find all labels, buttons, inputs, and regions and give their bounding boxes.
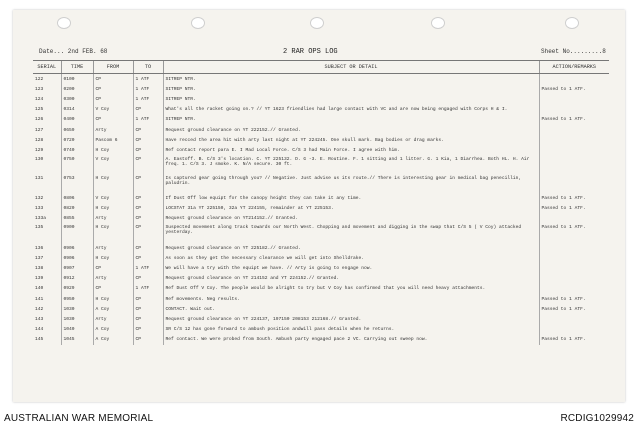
- detail-cell: Is captured gear going through you? // Negative. Just advise us its route.// There is interesting gear in medical bag penecillin, paludrin.: [163, 175, 539, 194]
- detail-cell: Ref Dust Off V Coy. The people would be alright to try but V Coy has confirmed that you will need heavy attachments.: [163, 284, 539, 294]
- table-row: [33, 304, 609, 314]
- detail-cell: LOCSTAT 31a YT 225150, 32a YT 224155, remainder at YT 225153.: [163, 204, 539, 214]
- from-cell: H Coy: [93, 253, 133, 263]
- time-cell: 0100: [61, 74, 93, 85]
- from-cell: V Coy: [93, 156, 133, 175]
- table-row: [33, 194, 609, 204]
- from-cell: Arty: [93, 214, 133, 224]
- to-cell: CP: [133, 253, 163, 263]
- from-cell: CP: [93, 115, 133, 125]
- table-row: [33, 94, 609, 104]
- detail-cell: Suspected movement along track towards our North West. Chopping and movement and digging in the swap that C/S 5 ( V Coy) attacked yesterday.: [163, 224, 539, 243]
- detail-cell: As soon as they get the necessary clearance we will get into Shelldrake.: [163, 253, 539, 263]
- time-cell: 0900: [61, 224, 93, 243]
- detail-cell: Ref movements. Neg results.: [163, 294, 539, 304]
- detail-cell: SITREP NTR.: [163, 115, 539, 125]
- log-table-body: [33, 74, 609, 345]
- to-cell: 1 ATF: [133, 263, 163, 273]
- action-cell: Passed to 1 ATF.: [539, 335, 609, 345]
- action-cell: [539, 314, 609, 324]
- action-cell: [539, 135, 609, 145]
- from-cell: CP: [93, 74, 133, 85]
- sheet-number: Sheet No.........8: [541, 48, 606, 55]
- serial-cell: 131: [35, 175, 44, 181]
- action-cell: Passed to 1 ATF.: [539, 194, 609, 204]
- detail-cell: SITREP NTR.: [163, 74, 539, 85]
- from-cell: H Coy: [93, 204, 133, 214]
- serial-cell: 129: [35, 147, 44, 153]
- time-cell: 0806: [61, 194, 93, 204]
- detail-cell: If Dust Off low equipt for the canopy height they can take it any time.: [163, 194, 539, 204]
- from-cell: CP: [93, 284, 133, 294]
- serial-cell: 139: [35, 276, 44, 282]
- detail-cell: Ref contact report para E. I Mad Local Force. C/S 3 had Main Force. I agree with him.: [163, 145, 539, 155]
- time-cell: 0929: [61, 284, 93, 294]
- action-cell: Passed to 1 ATF.: [539, 224, 609, 243]
- detail-cell: CONTACT. Wait out.: [163, 304, 539, 314]
- from-cell: A Coy: [93, 325, 133, 335]
- to-cell: 1 ATF: [133, 284, 163, 294]
- log-title: 2 RAR OPS LOG: [283, 48, 338, 56]
- action-cell: Passed to 1 ATF.: [539, 294, 609, 304]
- to-cell: CP: [133, 214, 163, 224]
- serial-cell: 141: [35, 296, 44, 302]
- action-cell: Passed to 1 ATF.: [539, 204, 609, 214]
- serial-cell: 137: [35, 255, 44, 261]
- to-cell: CP: [133, 325, 163, 335]
- table-row: [33, 135, 609, 145]
- action-cell: [539, 94, 609, 104]
- table-row: [33, 284, 609, 294]
- column-header: TO: [133, 61, 163, 74]
- time-cell: 0907: [61, 263, 93, 273]
- time-cell: 0912: [61, 274, 93, 284]
- time-cell: 0740: [61, 145, 93, 155]
- to-cell: CP: [133, 314, 163, 324]
- serial-cell: 135: [35, 225, 44, 231]
- to-cell: 1 ATF: [133, 115, 163, 125]
- from-cell: A Coy: [93, 335, 133, 345]
- action-cell: [539, 274, 609, 284]
- serial-cell: 140: [35, 286, 44, 292]
- detail-cell: Request ground clearance on YT 214152 and YT 224152.// Granted.: [163, 274, 539, 284]
- table-row: [33, 105, 609, 115]
- to-cell: CP: [133, 175, 163, 194]
- time-cell: 0400: [61, 115, 93, 125]
- serial-cell: 130: [35, 156, 44, 162]
- column-header: FROM: [93, 61, 133, 74]
- from-cell: V Coy: [93, 105, 133, 115]
- serial-cell: 133a: [35, 216, 47, 222]
- from-cell: H Coy: [93, 224, 133, 243]
- from-cell: H Coy: [93, 294, 133, 304]
- from-cell: H Coy: [93, 145, 133, 155]
- to-cell: 1 ATF: [133, 74, 163, 85]
- action-cell: [539, 105, 609, 115]
- from-cell: CP: [93, 263, 133, 273]
- table-row: [33, 125, 609, 135]
- time-cell: 1030: [61, 304, 93, 314]
- table-row: [33, 335, 609, 345]
- detail-cell: We will have a try with the equipt we have. // Arty is going to engage now.: [163, 263, 539, 273]
- column-header: TIME: [61, 61, 93, 74]
- serial-cell: 128: [35, 137, 44, 143]
- detail-cell: Request ground clearance on YT214152.// Granted.: [163, 214, 539, 224]
- time-cell: 1045: [61, 335, 93, 345]
- punch-hole: [191, 17, 205, 29]
- detail-cell: Ref contact. We were probed from South. Ambush party engaged pace 2 VC. Carrying out sweep now.: [163, 335, 539, 345]
- time-cell: 0753: [61, 175, 93, 194]
- to-cell: CP: [133, 204, 163, 214]
- time-cell: 0906: [61, 243, 93, 253]
- serial-cell: 123: [35, 86, 44, 92]
- table-row: [33, 204, 609, 214]
- time-cell: 0300: [61, 94, 93, 104]
- to-cell: CP: [133, 156, 163, 175]
- action-cell: [539, 175, 609, 194]
- from-cell: Arty: [93, 314, 133, 324]
- time-cell: 0906: [61, 253, 93, 263]
- from-cell: Arty: [93, 125, 133, 135]
- time-cell: 1040: [61, 325, 93, 335]
- detail-cell: Have recced the area hit with arty last night at YT 224245. One skull mark. Bag bodies or drag marks.: [163, 135, 539, 145]
- to-cell: CP: [133, 145, 163, 155]
- from-cell: A Coy: [93, 304, 133, 314]
- log-sheet: [13, 10, 625, 402]
- serial-cell: 126: [35, 117, 44, 123]
- serial-cell: 132: [35, 196, 44, 202]
- action-cell: [539, 145, 609, 155]
- to-cell: CP: [133, 294, 163, 304]
- table-row: [33, 175, 609, 194]
- table-row: [33, 74, 609, 85]
- table-header-row: [33, 61, 609, 74]
- table-row: [33, 263, 609, 273]
- serial-cell: 143: [35, 316, 44, 322]
- to-cell: CP: [133, 125, 163, 135]
- action-cell: [539, 243, 609, 253]
- detail-cell: Request ground clearance on YT 225182.// Granted.: [163, 243, 539, 253]
- action-cell: [539, 284, 609, 294]
- time-cell: 0855: [61, 214, 93, 224]
- table-row: [33, 274, 609, 284]
- detail-cell: What's all the racket going on.? // YT 1623 friendlies had large contact with VC and are now being engaged with Corps H & I.: [163, 105, 539, 115]
- from-cell: V Coy: [93, 194, 133, 204]
- detail-cell: SR C/S 12 has gone forward to ambush position andwill pass details when he returns.: [163, 325, 539, 335]
- to-cell: CP: [133, 224, 163, 243]
- table-row: [33, 214, 609, 224]
- column-header: ACTION/REMARKS: [539, 61, 609, 74]
- table-row: [33, 84, 609, 94]
- to-cell: CP: [133, 105, 163, 115]
- serial-cell: 125: [35, 107, 44, 113]
- detail-cell: SITREP NTR.: [163, 94, 539, 104]
- column-header: SUBJECT OR DETAIL: [163, 61, 539, 74]
- to-cell: 1 ATF: [133, 94, 163, 104]
- serial-cell: 142: [35, 306, 44, 312]
- detail-cell: Request ground clearance on YT 222152.// Granted.: [163, 125, 539, 135]
- punch-hole: [565, 17, 579, 29]
- serial-cell: 127: [35, 127, 44, 133]
- detail-cell: A. Eastoff. B. C/S 3's location. C. YT 225132. D. G -3. E. Routine. F. 1 sitting and 1 litter. G. 1 Kia, 1 Diarrhea. Both HL. H. Air freq. 1. C/S 3. J smoke. K. N/A secure. 30 ft.: [163, 156, 539, 175]
- table-row: [33, 224, 609, 243]
- to-cell: CP: [133, 135, 163, 145]
- from-cell: CP: [93, 84, 133, 94]
- action-cell: [539, 125, 609, 135]
- punch-hole: [431, 17, 445, 29]
- to-cell: CP: [133, 335, 163, 345]
- to-cell: CP: [133, 194, 163, 204]
- serial-cell: 145: [35, 337, 44, 343]
- from-cell: H Coy: [93, 175, 133, 194]
- action-cell: [539, 74, 609, 85]
- serial-cell: 133: [35, 206, 44, 212]
- action-cell: [539, 325, 609, 335]
- action-cell: Passed to 1 ATF.: [539, 304, 609, 314]
- to-cell: CP: [133, 274, 163, 284]
- serial-cell: 144: [35, 327, 44, 333]
- serial-cell: 122: [35, 76, 44, 82]
- table-row: [33, 314, 609, 324]
- action-cell: [539, 156, 609, 175]
- serial-cell: 136: [35, 245, 44, 251]
- time-cell: 0314: [61, 105, 93, 115]
- table-row: [33, 325, 609, 335]
- detail-cell: SITREP NTR.: [163, 84, 539, 94]
- time-cell: 0750: [61, 156, 93, 175]
- from-cell: Arty: [93, 274, 133, 284]
- record-id: RCDIG1029942: [560, 413, 634, 424]
- punch-hole: [310, 17, 324, 29]
- from-cell: CP: [93, 94, 133, 104]
- action-cell: Passed to 1 ATF.: [539, 115, 609, 125]
- from-cell: Arty: [93, 243, 133, 253]
- log-table: [33, 60, 609, 345]
- detail-cell: Request ground clearance on YT 224137, 197150 208153 212168.// Granted.: [163, 314, 539, 324]
- from-cell: Pascom 6: [93, 135, 133, 145]
- column-header: SERIAL: [33, 61, 61, 74]
- time-cell: 0950: [61, 294, 93, 304]
- time-cell: 0659: [61, 125, 93, 135]
- serial-cell: 124: [35, 96, 44, 102]
- to-cell: CP: [133, 243, 163, 253]
- table-row: [33, 253, 609, 263]
- serial-cell: 138: [35, 266, 44, 272]
- action-cell: Passed to 1 ATF.: [539, 84, 609, 94]
- to-cell: CP: [133, 304, 163, 314]
- action-cell: [539, 263, 609, 273]
- punch-holes: [13, 17, 625, 29]
- table-row: [33, 115, 609, 125]
- time-cell: 0720: [61, 135, 93, 145]
- punch-hole: [57, 17, 71, 29]
- time-cell: 1030: [61, 314, 93, 324]
- time-cell: 0820: [61, 204, 93, 214]
- table-row: [33, 156, 609, 175]
- table-row: [33, 243, 609, 253]
- log-date: Date... 2nd FEB. 68: [39, 48, 108, 55]
- table-row: [33, 145, 609, 155]
- table-row: [33, 294, 609, 304]
- action-cell: [539, 253, 609, 263]
- action-cell: [539, 214, 609, 224]
- time-cell: 0200: [61, 84, 93, 94]
- archive-credit: AUSTRALIAN WAR MEMORIAL: [4, 413, 154, 424]
- to-cell: 1 ATF: [133, 84, 163, 94]
